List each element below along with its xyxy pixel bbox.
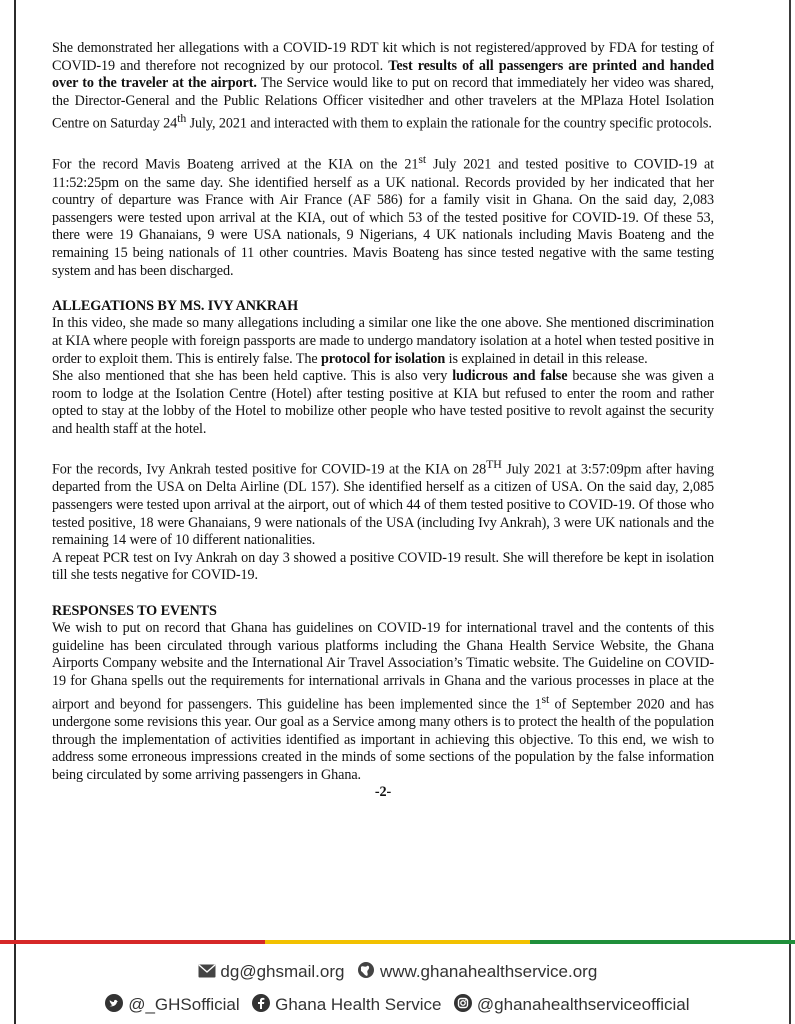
document-body bbox=[52, 40, 714, 802]
paragraph-repeat-pcr: A repeat PCR test on Ivy Ankrah on day 3 showed a positive COVID-19 result. She will therefore be kept in isolation till she tests negative for COVID-19. bbox=[52, 549, 714, 584]
heading-allegations-ivy-ankrah: ALLEGATIONS BY MS. IVY ANKRAH bbox=[52, 297, 299, 314]
page-number: -2- bbox=[374, 784, 392, 801]
footer-facebook[interactable]: Ghana Health Service bbox=[252, 994, 441, 1017]
emphasis-test-results: Test results of all passengers are printed and handed over to the traveler at the airport. bbox=[52, 57, 714, 92]
facebook-icon bbox=[252, 994, 270, 1017]
heading-responses-to-events: RESPONSES TO EVENTS bbox=[52, 602, 217, 619]
footer-color-bar bbox=[0, 940, 795, 944]
paragraph-discrimination: In this video, she made so many allegations including a similar one like the one above. She mentioned discrimination at KIA where people with foreign passports are made to undergo mandatory isolation at a hotel when tested positive in order to exploit them. This is entirely false. The protocol for isolation is explained in detail in this release. bbox=[52, 315, 714, 367]
instagram-icon bbox=[454, 994, 472, 1017]
footer-email[interactable]: dg@ghsmail.org bbox=[198, 962, 345, 983]
emphasis-ludicrous: ludicrous and false bbox=[452, 368, 568, 385]
email-icon bbox=[198, 963, 216, 983]
color-bar-red bbox=[0, 940, 265, 944]
right-border bbox=[789, 0, 791, 1024]
color-bar-yellow bbox=[265, 940, 530, 944]
left-border bbox=[14, 0, 16, 1024]
paragraph-held-captive: She also mentioned that she has been held captive. This is also very ludicrous and false because she was given a room to lodge at the Isolation Centre (Hotel) after testing positive at KIA but refused to enter the room and rather opted to stay at the lobby of the Hotel to mobilize other people who have tested positive to revolt against the security and health staff at the hotel. bbox=[52, 368, 714, 437]
paragraph-ivy-ankrah-records: For the records, Ivy Ankrah tested positive for COVID-19 at the KIA on 28TH July 2021 at 3:57:09pm after having departed from the USA on Delta Airline (DL 157). She identified herself as a citizen of USA. On the said day, 2,085 passengers were tested upon arrival at the airport, out of which 44 of them tested positive to COVID-19. Of those who tested positive, 18 were Ghanaians, 9 were nationals of the USA (including Ivy Ankrah), 3 were UK nationals and the remaining 14 were of 10 different nationalities. bbox=[52, 457, 714, 549]
globe-icon bbox=[357, 961, 375, 984]
paragraph-guidelines: We wish to put on record that Ghana has guidelines on COVID-19 for international travel and the contents of this guideline has been circulated through various platforms including the Ghana Health Service Website, the Ghana Airports Company website and the International Air Travel Association’s Timatic website. The Guideline on COVID-19 for Ghana spells out the requirements for international arrivals in Ghana and the various processes in place at the airport and beyond for passengers. This guideline has been implemented since the 1st of September 2020 and has undergone some revisions this year. Our goal as a Service among many others is to protect the health of the population through the implementation of activities identified as important in achieving this objective. To this end, we wish to address some erroneous impressions created in the minds of some sections of the population by the false information being circulated by some arriving passengers in Ghana. bbox=[52, 620, 714, 783]
color-bar-green bbox=[530, 940, 795, 944]
footer-social-row bbox=[0, 994, 795, 1017]
paragraph-mavis-boateng: For the record Mavis Boateng arrived at the KIA on the 21st July 2021 and tested positive to COVID-19 at 11:52:25pm on the same day. She identified herself as a UK national. Records provided by her indicated that her country of departure was France with Air France (AF 586) for a family visit in Ghana. On the said day, 2,083 passengers were tested upon arrival at the KIA, out of which 53 of the tested positive for COVID-19. Of these 53, there were 19 Ghanaians, 9 were USA nationals, 9 Nigerians, 4 UK nationals including Mavis Boateng and the remaining 15 being nationals of 11 other countries. Mavis Boateng has since tested negative with the same testing system and has been discharged. bbox=[52, 152, 714, 279]
footer-contact-row bbox=[0, 961, 795, 984]
paragraph-rdt-kit: She demonstrated her allegations with a COVID-19 RDT kit which is not registered/approved by FDA for testing of COVID-19 and therefore not recognized by our protocol. Test results of all passengers are printed and handed over to the traveler at the airport. The Service would like to put on record that immediately her video was shared, the Director-General and the Public Relations Officer visitedher and other travelers at the MPlaza Hotel Isolation Centre on Saturday 24th July, 2021 and interacted with them to explain the rationale for the country specific protocols. bbox=[52, 40, 715, 133]
twitter-icon bbox=[105, 994, 123, 1017]
emphasis-protocol-isolation: protocol for isolation bbox=[321, 350, 446, 367]
footer-instagram[interactable]: @ghanahealthserviceofficial bbox=[454, 994, 689, 1017]
footer-twitter[interactable]: @_GHSofficial bbox=[105, 994, 239, 1017]
footer-website[interactable]: www.ghanahealthservice.org bbox=[357, 961, 597, 984]
